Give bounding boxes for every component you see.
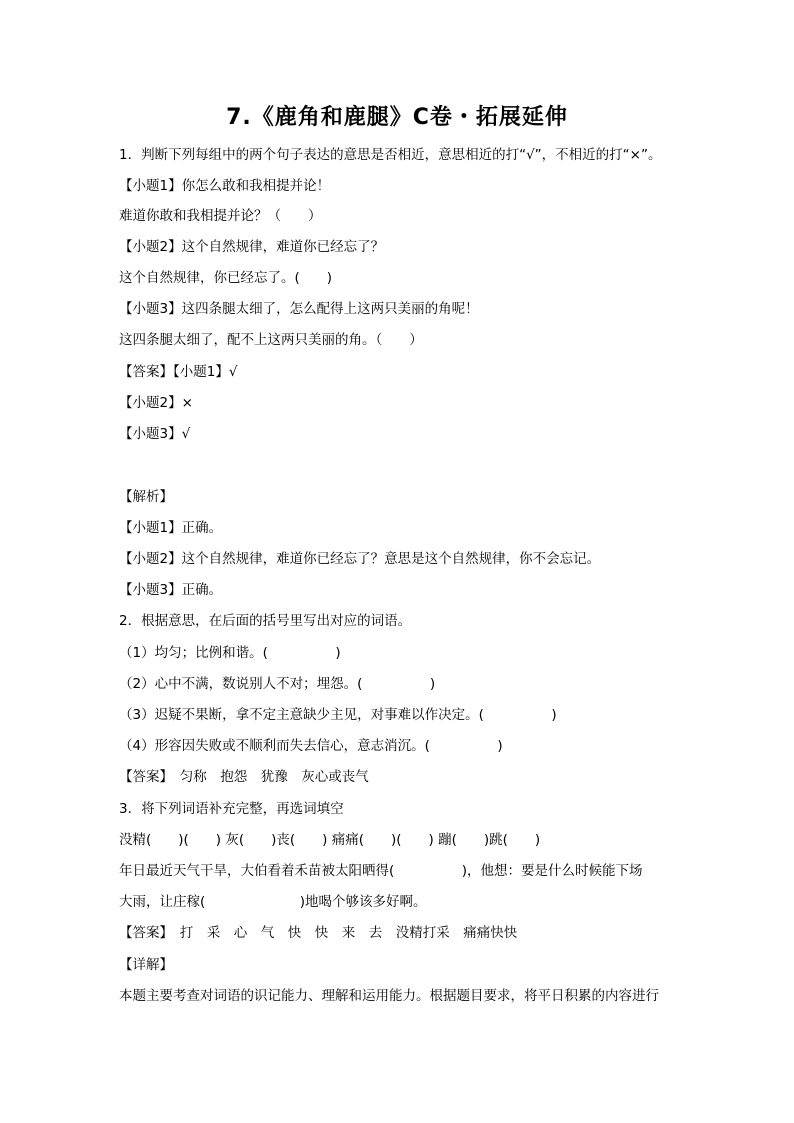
q2-item-3: （3）迟疑不果断，拿不定主意缺少主见，对事难以作决定。( ) — [119, 707, 557, 723]
q1-item-1-sentence: 难道你敢和我相提并论？（ ） — [119, 208, 322, 224]
q3-passage-line-1: 年日最近天气干旱，大伯看着禾苗被太阳晒得( )，他想：要是什么时候能下场 — [119, 863, 643, 879]
q3-passage-line-2: 大雨，让庄稼( )地喝个够该多好啊。 — [119, 894, 427, 910]
q1-analysis-1: 【小题1】正确。 — [119, 520, 223, 536]
q3-detail-text: 本题主要考查对词语的识记能力、理解和运用能力。根据题目要求，将平日积累的内容进行 — [119, 988, 659, 1004]
document-title: 7.《鹿角和鹿腿》C卷・拓展延伸 — [226, 105, 568, 130]
question-3-stem: 3．将下列词语补充完整，再选词填空 — [119, 801, 344, 817]
q3-answer: 【答案】 打 采 心 气 快 快 来 去 没精打采 痛痛快快 — [119, 925, 518, 941]
q1-analysis-3: 【小题3】正确。 — [119, 582, 223, 598]
q1-item-1: 【小题1】你怎么敢和我相提并论！ — [119, 178, 331, 194]
q1-item-3: 【小题3】这四条腿太细了，怎么配得上这两只美丽的角呢！ — [119, 301, 479, 317]
q1-analysis-2: 【小题2】这个自然规律，难道你已经忘了？意思是这个自然规律，你不会忘记。 — [119, 551, 601, 567]
q3-fill-blanks: 没精( )( ) 灰( )丧( ) 痛痛( )( ) 蹦( )跳( ) — [119, 832, 541, 848]
q1-item-2-sentence: 这个自然规律，你已经忘了。( ) — [119, 270, 333, 286]
question-2-stem: 2．根据意思，在后面的括号里写出对应的词语。 — [119, 613, 412, 629]
q2-answer: 【答案】 匀称 抱怨 犹豫 灰心或丧气 — [119, 769, 369, 785]
q2-item-4: （4）形容因失败或不顺利而失去信心，意志消沉。( ) — [119, 738, 503, 754]
q1-answer-3: 【小题3】√ — [119, 426, 191, 442]
q1-answer-2: 【小题2】× — [119, 395, 193, 411]
q1-answer: 【答案】【小题1】√ — [119, 364, 238, 380]
q2-item-1: （1）均匀；比例和谐。( ) — [119, 645, 341, 661]
q1-analysis-heading: 【解析】 — [119, 489, 173, 505]
q1-item-3-sentence: 这四条腿太细了，配不上这两只美丽的角。（ ） — [119, 332, 423, 348]
q1-item-2: 【小题2】这个自然规律，难道你已经忘了？ — [119, 239, 385, 255]
q2-item-2: （2）心中不满，数说别人不对；埋怨。( ) — [119, 676, 436, 692]
question-1-stem: 1．判断下列每组中的两个句子表达的意思是否相近，意思相近的打“√”，不相近的打“×”。 — [119, 147, 662, 163]
q3-detail-heading: 【详解】 — [119, 957, 173, 973]
